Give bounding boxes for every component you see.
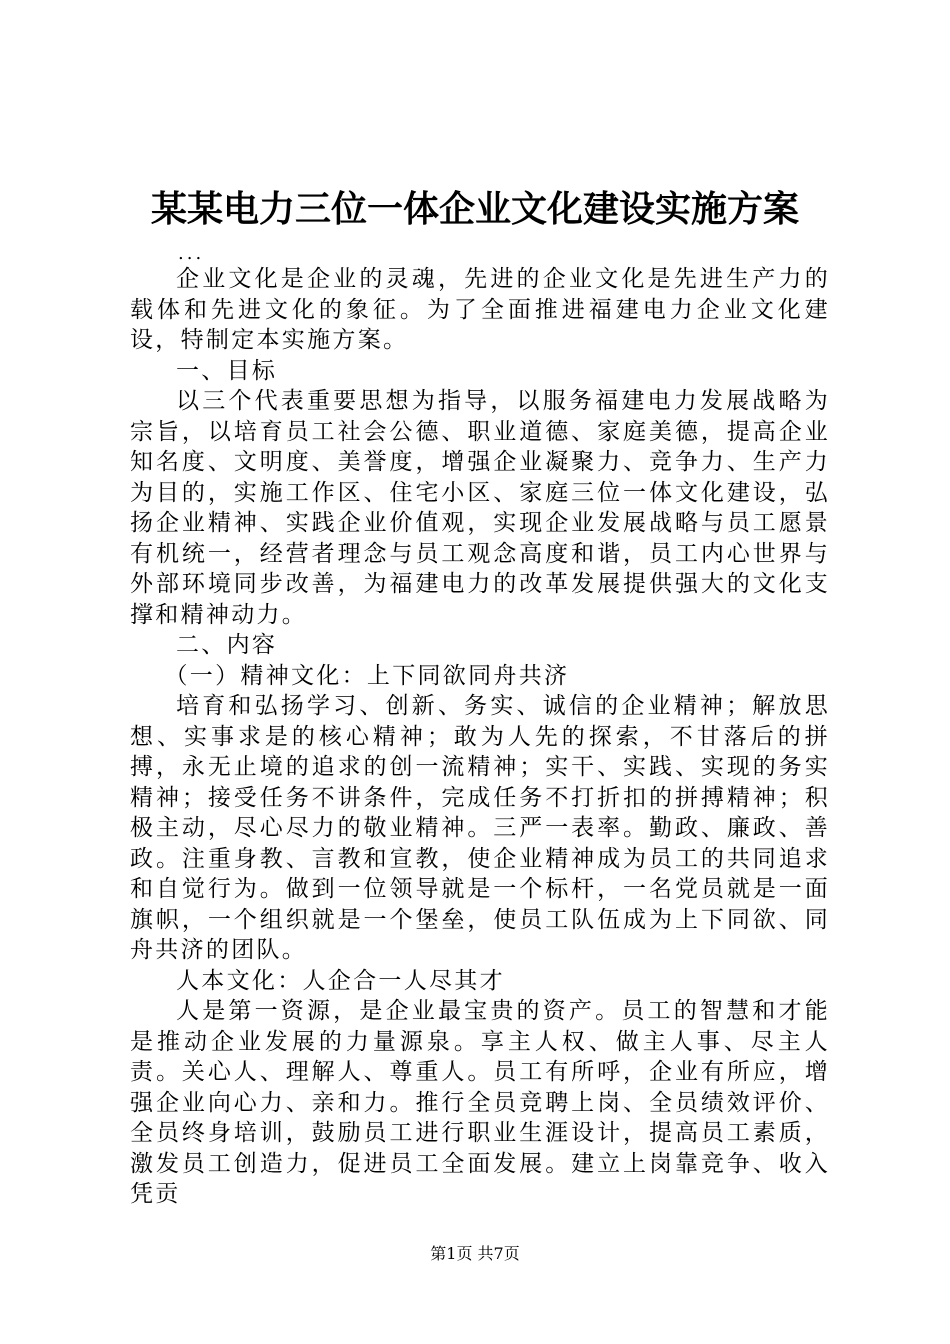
subsection-heading-people-culture: 人本文化：人企合一人尽其才 — [176, 967, 505, 994]
ellipsis-marker: ... — [178, 243, 205, 264]
section-heading-goal: 一、目标 — [176, 357, 278, 384]
section-heading-content: 二、内容 — [176, 632, 278, 658]
subsection-heading-spirit-culture: （一）精神文化：上下同欲同舟共济 — [164, 662, 570, 689]
goal-paragraph: 以三个代表重要思想为指导，以服务福建电力发展战略为宗旨，以培育员工社会公德、职业道德、家庭美德，提高企业知名度、文明度、美誉度，增强企业凝聚力、竞争力、生产力为目的，实施工作区、住宅小区、家庭三位一体文化建设，弘扬企业精神、实践企业价值观，实现企业发展战略与员工愿景有机统一，经营者理念与员工观念高度和谐，员工内心世界与外部环境同步改善，为福建电力的改革发展提供强大的文化支撑和精神动力。 — [130, 388, 830, 628]
spirit-culture-paragraph: 培育和弘扬学习、创新、务实、诚信的企业精神；解放思想、实事求是的核心精神；敢为人先的探索，不甘落后的拼搏，永无止境的追求的创一流精神；实干、实践、实现的务实精神；接受任务不讲条件，完成任务不打折扣的拼搏精神；积极主动，尽心尽力的敬业精神。三严一表率。勤政、廉政、善政。注重身教、言教和宣教，使企业精神成为员工的共同追求和自觉行为。做到一位领导就是一个标杆，一名党员就是一面旗帜，一个组织就是一个堡垒，使员工队伍成为上下同欲、同舟共济的团队。 — [130, 693, 830, 963]
intro-paragraph: 企业文化是企业的灵魂，先进的企业文化是先进生产力的载体和先进文化的象征。为了全面推进福建电力企业文化建设，特制定本实施方案。 — [130, 266, 830, 353]
page-number-footer: 第1页 共7页 — [430, 1244, 520, 1263]
document-body — [130, 264, 830, 1210]
document-title: 某某电力三位一体企业文化建设实施方案 — [150, 188, 799, 230]
people-culture-paragraph: 人是第一资源，是企业最宝贵的资产。员工的智慧和才能是推动企业发展的力量源泉。享主人权、做主人事、尽主人责。关心人、理解人、尊重人。员工有所呼，企业有所应，增强企业向心力、亲和力。推行全员竞聘上岗、全员绩效评价、全员终身培训，鼓励员工进行职业生涯设计，提高员工素质，激发员工创造力，促进员工全面发展。建立上岗靠竞争、收入凭贡 — [130, 998, 830, 1207]
